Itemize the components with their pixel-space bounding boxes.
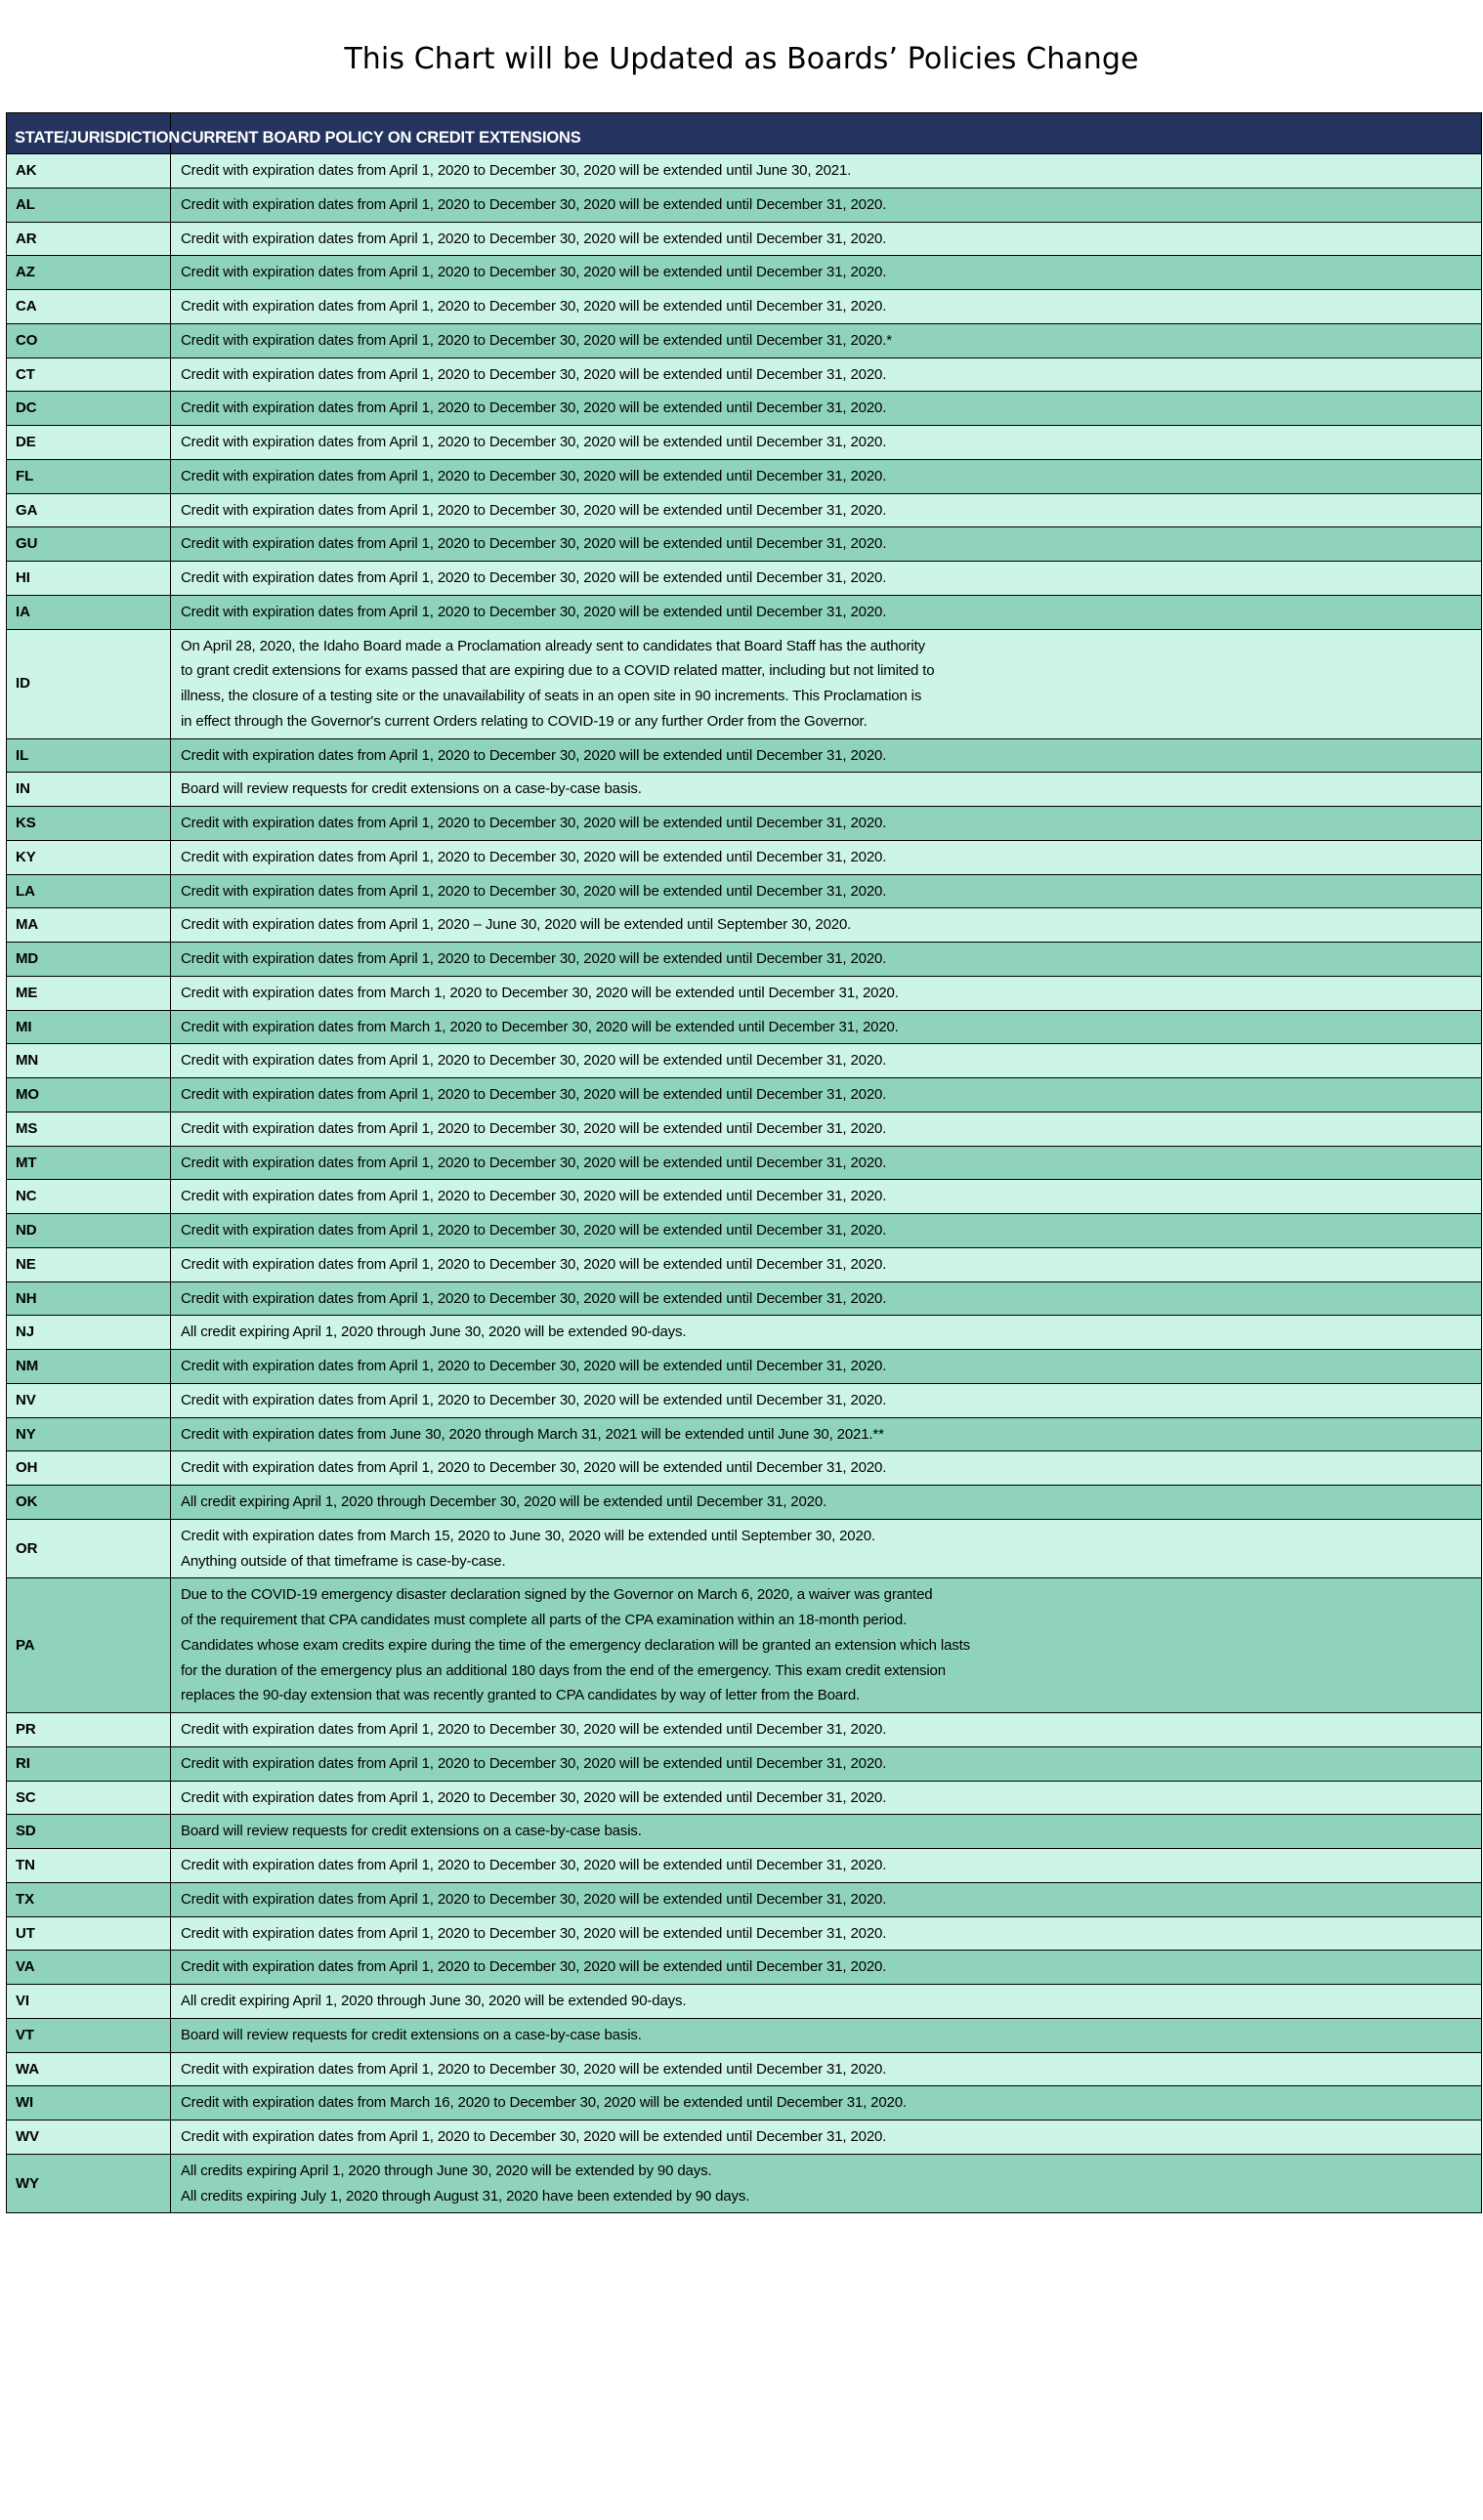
table-row bbox=[7, 2018, 1482, 2052]
policy-line: Credit with expiration dates from April 1, 2020 to December 30, 2020 will be extended until December 31, 2020. bbox=[181, 264, 887, 281]
policy-line: Anything outside of that timeframe is case-by-case. bbox=[181, 1552, 506, 1570]
state-jurisdiction-cell: MT bbox=[7, 1146, 171, 1180]
policy-line: Credit with expiration dates from April 1, 2020 to December 30, 2020 will be extended until June 30, 2021. bbox=[181, 162, 852, 180]
table-row bbox=[7, 1180, 1482, 1214]
policy-cell bbox=[171, 1316, 1482, 1350]
state-jurisdiction-cell: MO bbox=[7, 1078, 171, 1113]
policy-line: Candidates whose exam credits expire during the time of the emergency declaration will be granted an extension which lasts bbox=[181, 1636, 970, 1654]
policy-cell bbox=[171, 1112, 1482, 1146]
policy-line: Credit with expiration dates from April 1, 2020 to December 30, 2020 will be extended until December 31, 2020. bbox=[181, 950, 887, 968]
policy-cell bbox=[171, 426, 1482, 460]
policy-line: Credit with expiration dates from April 1, 2020 to December 30, 2020 will be extended until December 31, 2020. bbox=[181, 1721, 887, 1739]
table-row bbox=[7, 1044, 1482, 1078]
state-jurisdiction-cell: CT bbox=[7, 357, 171, 392]
policy-cell bbox=[171, 1044, 1482, 1078]
policy-line: to grant credit extensions for exams passed that are expiring due to a COVID related matter, including but not limited to bbox=[181, 662, 935, 680]
policy-cell bbox=[171, 807, 1482, 841]
policy-cell bbox=[171, 1417, 1482, 1451]
table-row bbox=[7, 426, 1482, 460]
policy-cell bbox=[171, 459, 1482, 493]
table-row bbox=[7, 2052, 1482, 2086]
policy-cell bbox=[171, 1281, 1482, 1316]
policy-cell bbox=[171, 2052, 1482, 2086]
policy-cell bbox=[171, 1882, 1482, 1916]
state-jurisdiction-cell: OH bbox=[7, 1451, 171, 1486]
table-row bbox=[7, 976, 1482, 1010]
table-row bbox=[7, 1383, 1482, 1417]
policy-cell bbox=[171, 527, 1482, 562]
state-jurisdiction-cell: NE bbox=[7, 1247, 171, 1281]
table-row bbox=[7, 840, 1482, 874]
state-jurisdiction-cell: MI bbox=[7, 1010, 171, 1044]
policy-cell bbox=[171, 222, 1482, 256]
table-row bbox=[7, 459, 1482, 493]
policy-line: Credit with expiration dates from April 1, 2020 to December 30, 2020 will be extended until December 31, 2020. bbox=[181, 1222, 887, 1239]
state-jurisdiction-cell: VA bbox=[7, 1951, 171, 1985]
table-row bbox=[7, 1350, 1482, 1384]
state-jurisdiction-cell: OR bbox=[7, 1519, 171, 1578]
policy-line: All credits expiring July 1, 2020 through August 31, 2020 have been extended by 90 days. bbox=[181, 2187, 750, 2205]
state-jurisdiction-cell: IN bbox=[7, 773, 171, 807]
table-row bbox=[7, 874, 1482, 908]
table-header bbox=[7, 113, 1482, 154]
policy-cell bbox=[171, 595, 1482, 629]
policy-cell bbox=[171, 562, 1482, 596]
policy-cell bbox=[171, 154, 1482, 189]
state-jurisdiction-cell: WV bbox=[7, 2121, 171, 2155]
table-row bbox=[7, 1882, 1482, 1916]
table-row bbox=[7, 357, 1482, 392]
table-row bbox=[7, 1316, 1482, 1350]
table-row bbox=[7, 807, 1482, 841]
state-jurisdiction-cell: MD bbox=[7, 943, 171, 977]
table-row bbox=[7, 773, 1482, 807]
policy-cell bbox=[171, 2121, 1482, 2155]
state-jurisdiction-cell: IL bbox=[7, 738, 171, 773]
state-jurisdiction-cell: DC bbox=[7, 392, 171, 426]
state-jurisdiction-cell: AZ bbox=[7, 256, 171, 290]
policy-line: Credit with expiration dates from April 1, 2020 to December 30, 2020 will be extended until December 31, 2020. bbox=[181, 535, 887, 553]
table-row bbox=[7, 1746, 1482, 1781]
policy-line: of the requirement that CPA candidates must complete all parts of the CPA examination within an 18-month period. bbox=[181, 1612, 908, 1629]
table-row bbox=[7, 1281, 1482, 1316]
document-page bbox=[0, 20, 1483, 2520]
policy-cell bbox=[171, 1985, 1482, 2019]
state-jurisdiction-cell: MA bbox=[7, 908, 171, 943]
policy-cell bbox=[171, 1350, 1482, 1384]
policy-cell bbox=[171, 1078, 1482, 1113]
state-jurisdiction-cell: HI bbox=[7, 562, 171, 596]
policy-cell bbox=[171, 1746, 1482, 1781]
state-jurisdiction-cell: WY bbox=[7, 2154, 171, 2213]
state-jurisdiction-cell: WA bbox=[7, 2052, 171, 2086]
table-row bbox=[7, 1146, 1482, 1180]
state-jurisdiction-cell: CO bbox=[7, 323, 171, 357]
policy-cell bbox=[171, 1713, 1482, 1747]
policy-cell bbox=[171, 1849, 1482, 1883]
state-jurisdiction-cell: GU bbox=[7, 527, 171, 562]
policy-line: Credit with expiration dates from April 1, 2020 to December 30, 2020 will be extended until December 31, 2020. bbox=[181, 1052, 887, 1070]
policy-cell bbox=[171, 1146, 1482, 1180]
table-row bbox=[7, 1247, 1482, 1281]
state-jurisdiction-cell: UT bbox=[7, 1916, 171, 1951]
policy-line: Credit with expiration dates from April 1, 2020 to December 30, 2020 will be extended until December 31, 2020. bbox=[181, 882, 887, 900]
table-row bbox=[7, 154, 1482, 189]
policy-cell bbox=[171, 1519, 1482, 1578]
policy-line: for the duration of the emergency plus an additional 180 days from the end of the emergency. This exam credit extension bbox=[181, 1661, 946, 1679]
table-row bbox=[7, 738, 1482, 773]
policy-line: Credit with expiration dates from April 1, 2020 to December 30, 2020 will be extended until December 31, 2020. bbox=[181, 1788, 887, 1806]
policy-line: Due to the COVID-19 emergency disaster declaration signed by the Governor on March 6, 2020, a waiver was granted bbox=[181, 1586, 933, 1604]
policy-line: in effect through the Governor's current Orders relating to COVID-19 or any further Order from the Governor. bbox=[181, 712, 868, 730]
policy-line: Credit with expiration dates from April 1, 2020 to December 30, 2020 will be extended until December 31, 2020. bbox=[181, 1857, 887, 1874]
policy-cell bbox=[171, 1180, 1482, 1214]
state-jurisdiction-cell: VI bbox=[7, 1985, 171, 2019]
policy-cell bbox=[171, 773, 1482, 807]
table-row bbox=[7, 1985, 1482, 2019]
policy-line: Credit with expiration dates from April 1, 2020 to December 30, 2020 will be extended until December 31, 2020. bbox=[181, 1958, 887, 1976]
state-jurisdiction-cell: NC bbox=[7, 1180, 171, 1214]
policy-line: Credit with expiration dates from April 1, 2020 to December 30, 2020 will be extended until December 31, 2020. bbox=[181, 467, 887, 484]
table-row bbox=[7, 1214, 1482, 1248]
state-jurisdiction-cell: AR bbox=[7, 222, 171, 256]
table-row bbox=[7, 256, 1482, 290]
policy-line: Credit with expiration dates from April 1, 2020 to December 30, 2020 will be extended until December 31, 2020. bbox=[181, 365, 887, 383]
policy-line: replaces the 90-day extension that was recently granted to CPA candidates by way of letter from the Board. bbox=[181, 1687, 861, 1704]
policy-cell bbox=[171, 943, 1482, 977]
policy-line: Credit with expiration dates from April 1, 2020 – June 30, 2020 will be extended until September 30, 2020. bbox=[181, 916, 852, 934]
policy-cell bbox=[171, 188, 1482, 222]
policy-cell bbox=[171, 1578, 1482, 1713]
state-jurisdiction-cell: LA bbox=[7, 874, 171, 908]
policy-cell bbox=[171, 357, 1482, 392]
table-row bbox=[7, 527, 1482, 562]
policy-cell bbox=[171, 493, 1482, 527]
state-jurisdiction-cell: NJ bbox=[7, 1316, 171, 1350]
table-row bbox=[7, 1112, 1482, 1146]
state-jurisdiction-cell: KS bbox=[7, 807, 171, 841]
table-row bbox=[7, 1519, 1482, 1578]
state-jurisdiction-cell: MS bbox=[7, 1112, 171, 1146]
state-jurisdiction-cell: CA bbox=[7, 290, 171, 324]
state-jurisdiction-cell: VT bbox=[7, 2018, 171, 2052]
policy-line: Credit with expiration dates from June 30, 2020 through March 31, 2021 will be extended until June 30, 2021.** bbox=[181, 1425, 884, 1443]
table-row bbox=[7, 629, 1482, 738]
policy-cell bbox=[171, 1010, 1482, 1044]
policy-line: Credit with expiration dates from April 1, 2020 to December 30, 2020 will be extended until December 31, 2020. bbox=[181, 848, 887, 865]
policy-line: Credit with expiration dates from April 1, 2020 to December 30, 2020 will be extended until December 31, 2020. bbox=[181, 1154, 887, 1171]
policy-line: Credit with expiration dates from April 1, 2020 to December 30, 2020 will be extended until December 31, 2020. bbox=[181, 1255, 887, 1273]
policy-line: Credit with expiration dates from April 1, 2020 to December 30, 2020 will be extended until December 31, 2020. bbox=[181, 1459, 887, 1477]
state-jurisdiction-cell: MN bbox=[7, 1044, 171, 1078]
state-jurisdiction-cell: TX bbox=[7, 1882, 171, 1916]
table-row bbox=[7, 1815, 1482, 1849]
table-row bbox=[7, 1451, 1482, 1486]
table-row bbox=[7, 2086, 1482, 2121]
table-row bbox=[7, 1578, 1482, 1713]
policy-line: Credit with expiration dates from April 1, 2020 to December 30, 2020 will be extended until December 31, 2020. bbox=[181, 1391, 887, 1408]
policy-cell bbox=[171, 1247, 1482, 1281]
state-jurisdiction-cell: PR bbox=[7, 1713, 171, 1747]
state-jurisdiction-cell: NV bbox=[7, 1383, 171, 1417]
table-row bbox=[7, 562, 1482, 596]
policy-line: Credit with expiration dates from April 1, 2020 to December 30, 2020 will be extended until December 31, 2020. bbox=[181, 1086, 887, 1104]
policy-line: Credit with expiration dates from April 1, 2020 to December 30, 2020 will be extended until December 31, 2020. bbox=[181, 1289, 887, 1307]
state-jurisdiction-cell: PA bbox=[7, 1578, 171, 1713]
table-body bbox=[7, 154, 1482, 2213]
policy-line: Credit with expiration dates from April 1, 2020 to December 30, 2020 will be extended until December 31, 2020. bbox=[181, 569, 887, 587]
table-row bbox=[7, 595, 1482, 629]
state-jurisdiction-cell: IA bbox=[7, 595, 171, 629]
policy-line: Credit with expiration dates from April 1, 2020 to December 30, 2020 will be extended until December 31, 2020. bbox=[181, 230, 887, 247]
table-row bbox=[7, 493, 1482, 527]
policy-line: Credit with expiration dates from April 1, 2020 to December 30, 2020 will be extended until December 31, 2020. bbox=[181, 2128, 887, 2146]
state-jurisdiction-cell: ME bbox=[7, 976, 171, 1010]
policy-cell bbox=[171, 1781, 1482, 1815]
table-header-row bbox=[7, 113, 1482, 154]
table-row bbox=[7, 943, 1482, 977]
credit-extensions-table bbox=[6, 112, 1482, 2213]
policy-cell bbox=[171, 1383, 1482, 1417]
table-row bbox=[7, 1951, 1482, 1985]
policy-line: Credit with expiration dates from March 15, 2020 to June 30, 2020 will be extended until September 30, 2020. bbox=[181, 1527, 875, 1544]
policy-line: Credit with expiration dates from April 1, 2020 to December 30, 2020 will be extended until December 31, 2020. bbox=[181, 1924, 887, 1942]
policy-cell bbox=[171, 1951, 1482, 1985]
policy-cell bbox=[171, 840, 1482, 874]
policy-line: Credit with expiration dates from April 1, 2020 to December 30, 2020 will be extended until December 31, 2020. bbox=[181, 1358, 887, 1375]
table-row bbox=[7, 392, 1482, 426]
policy-line: Credit with expiration dates from March 16, 2020 to December 30, 2020 will be extended until December 31, 2020. bbox=[181, 2094, 907, 2112]
state-jurisdiction-cell: NY bbox=[7, 1417, 171, 1451]
policy-line: Credit with expiration dates from April 1, 2020 to December 30, 2020 will be extended until December 31, 2020. bbox=[181, 2060, 887, 2078]
table-row bbox=[7, 1713, 1482, 1747]
policy-line: Credit with expiration dates from April 1, 2020 to December 30, 2020 will be extended until December 31, 2020. bbox=[181, 815, 887, 832]
policy-cell bbox=[171, 1815, 1482, 1849]
policy-line: Credit with expiration dates from April 1, 2020 to December 30, 2020 will be extended until December 31, 2020. bbox=[181, 603, 887, 620]
state-jurisdiction-cell: GA bbox=[7, 493, 171, 527]
table-row bbox=[7, 1781, 1482, 1815]
table-row bbox=[7, 2154, 1482, 2213]
state-jurisdiction-cell: SC bbox=[7, 1781, 171, 1815]
policy-cell bbox=[171, 908, 1482, 943]
page-title: This Chart will be Updated as Boards’ Policies Change bbox=[344, 42, 1139, 77]
table-row bbox=[7, 908, 1482, 943]
policy-line: Board will review requests for credit extensions on a case-by-case basis. bbox=[181, 2026, 642, 2043]
table-row bbox=[7, 1010, 1482, 1044]
state-jurisdiction-cell: AL bbox=[7, 188, 171, 222]
policy-line: Credit with expiration dates from April 1, 2020 to December 30, 2020 will be extended until December 31, 2020. bbox=[181, 501, 887, 519]
policy-cell bbox=[171, 2086, 1482, 2121]
policy-cell bbox=[171, 323, 1482, 357]
policy-cell bbox=[171, 1486, 1482, 1520]
policy-cell bbox=[171, 738, 1482, 773]
state-jurisdiction-cell: OK bbox=[7, 1486, 171, 1520]
policy-cell bbox=[171, 256, 1482, 290]
policy-cell bbox=[171, 2018, 1482, 2052]
policy-cell bbox=[171, 1214, 1482, 1248]
state-jurisdiction-cell: KY bbox=[7, 840, 171, 874]
policy-cell bbox=[171, 1916, 1482, 1951]
policy-line: Credit with expiration dates from March 1, 2020 to December 30, 2020 will be extended until December 31, 2020. bbox=[181, 1018, 899, 1035]
policy-line: Credit with expiration dates from April 1, 2020 to December 30, 2020 will be extended until December 31, 2020. bbox=[181, 298, 887, 315]
table-row bbox=[7, 222, 1482, 256]
policy-line: Credit with expiration dates from April 1, 2020 to December 30, 2020 will be extended until December 31, 2020. bbox=[181, 746, 887, 764]
policy-line: Board will review requests for credit extensions on a case-by-case basis. bbox=[181, 1823, 642, 1840]
state-jurisdiction-cell: DE bbox=[7, 426, 171, 460]
table-row bbox=[7, 290, 1482, 324]
policy-cell bbox=[171, 392, 1482, 426]
column-header-current-board-policy: CURRENT BOARD POLICY ON CREDIT EXTENSIONS bbox=[171, 113, 1482, 154]
state-jurisdiction-cell: NH bbox=[7, 1281, 171, 1316]
table-row bbox=[7, 1486, 1482, 1520]
policy-line: All credit expiring April 1, 2020 through June 30, 2020 will be extended 90-days. bbox=[181, 1993, 687, 2010]
policy-line: All credit expiring April 1, 2020 through June 30, 2020 will be extended 90-days. bbox=[181, 1323, 687, 1341]
policy-line: Credit with expiration dates from April 1, 2020 to December 30, 2020 will be extended until December 31, 2020. bbox=[181, 1754, 887, 1772]
policy-cell bbox=[171, 1451, 1482, 1486]
state-jurisdiction-cell: RI bbox=[7, 1746, 171, 1781]
table-row bbox=[7, 188, 1482, 222]
policy-line: Credit with expiration dates from April 1, 2020 to December 30, 2020 will be extended until December 31, 2020. bbox=[181, 195, 887, 213]
policy-line: Credit with expiration dates from April 1, 2020 to December 30, 2020 will be extended until December 31, 2020. bbox=[181, 434, 887, 451]
state-jurisdiction-cell: TN bbox=[7, 1849, 171, 1883]
state-jurisdiction-cell: WI bbox=[7, 2086, 171, 2121]
table-row bbox=[7, 1849, 1482, 1883]
policy-line: Credit with expiration dates from April 1, 2020 to December 30, 2020 will be extended until December 31, 2020. bbox=[181, 1119, 887, 1137]
policy-cell bbox=[171, 629, 1482, 738]
table-row bbox=[7, 1417, 1482, 1451]
policy-line: Credit with expiration dates from March 1, 2020 to December 30, 2020 will be extended until December 31, 2020. bbox=[181, 984, 899, 1001]
policy-cell bbox=[171, 2154, 1482, 2213]
table-row bbox=[7, 323, 1482, 357]
state-jurisdiction-cell: SD bbox=[7, 1815, 171, 1849]
state-jurisdiction-cell: ID bbox=[7, 629, 171, 738]
policy-line: Board will review requests for credit extensions on a case-by-case basis. bbox=[181, 780, 642, 798]
policy-line: Credit with expiration dates from April 1, 2020 to December 30, 2020 will be extended until December 31, 2020. bbox=[181, 399, 887, 417]
policy-line: All credits expiring April 1, 2020 through June 30, 2020 will be extended by 90 days. bbox=[181, 2162, 712, 2179]
table-row bbox=[7, 1916, 1482, 1951]
state-jurisdiction-cell: AK bbox=[7, 154, 171, 189]
state-jurisdiction-cell: NM bbox=[7, 1350, 171, 1384]
policy-cell bbox=[171, 290, 1482, 324]
policy-cell bbox=[171, 976, 1482, 1010]
policy-line: On April 28, 2020, the Idaho Board made a Proclamation already sent to candidates that Board Staff has the authority bbox=[181, 637, 925, 654]
table-row bbox=[7, 2121, 1482, 2155]
policy-line: Credit with expiration dates from April 1, 2020 to December 30, 2020 will be extended until December 31, 2020.* bbox=[181, 331, 892, 349]
policy-line: Credit with expiration dates from April 1, 2020 to December 30, 2020 will be extended until December 31, 2020. bbox=[181, 1890, 887, 1908]
policy-line: Credit with expiration dates from April 1, 2020 to December 30, 2020 will be extended until December 31, 2020. bbox=[181, 1188, 887, 1205]
table-row bbox=[7, 1078, 1482, 1113]
column-header-state-jurisdiction: STATE/JURISDICTION bbox=[7, 113, 171, 154]
policy-cell bbox=[171, 874, 1482, 908]
state-jurisdiction-cell: FL bbox=[7, 459, 171, 493]
state-jurisdiction-cell: ND bbox=[7, 1214, 171, 1248]
policy-line: illness, the closure of a testing site or the unavailability of seats in an open site in 90 increments. This Proclamation is bbox=[181, 688, 922, 705]
policy-line: All credit expiring April 1, 2020 through December 30, 2020 will be extended until December 31, 2020. bbox=[181, 1493, 827, 1511]
